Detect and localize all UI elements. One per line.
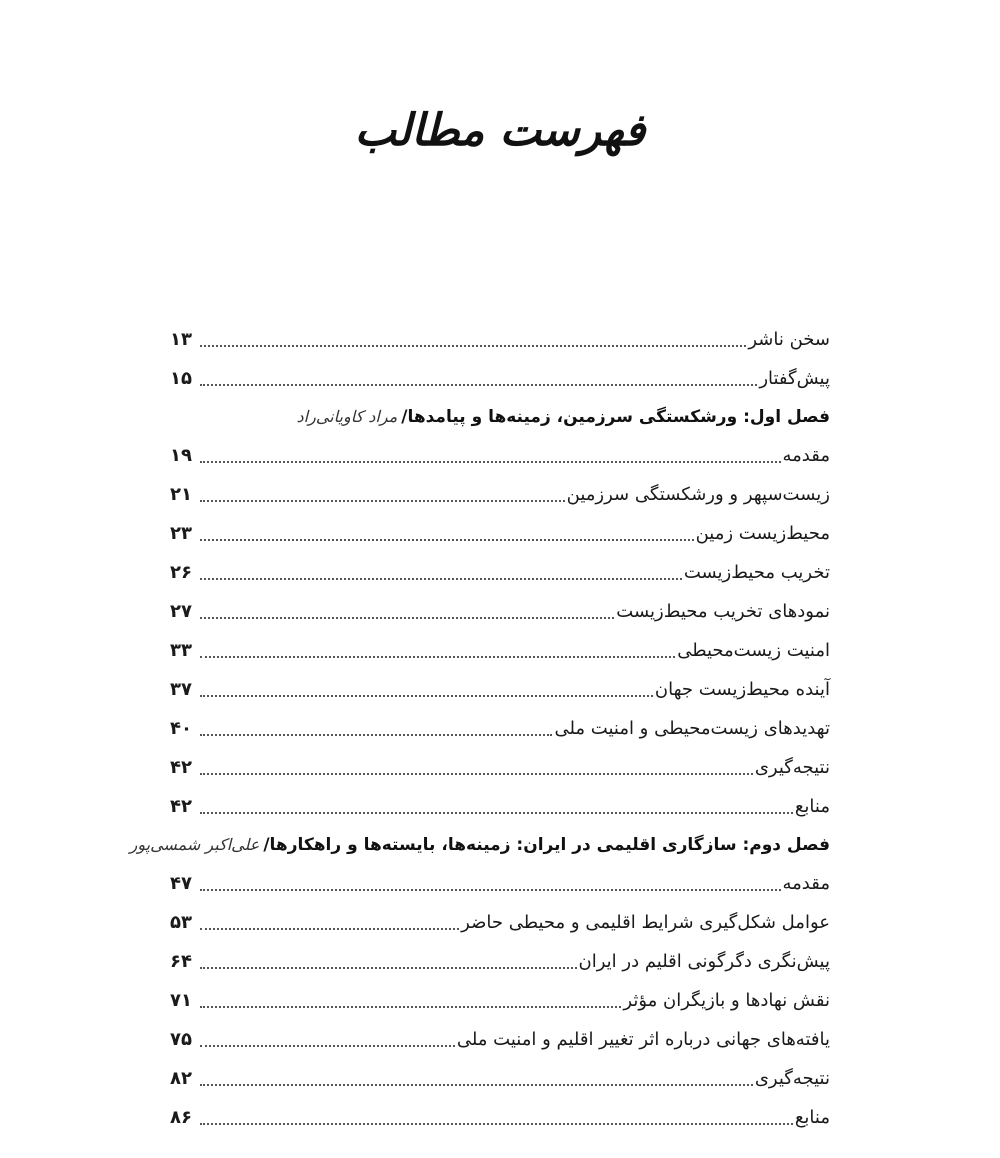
toc-entry [170,469,830,508]
toc-entry [170,430,830,469]
toc-entry-title: عوامل شکل‌گیری شرایط اقلیمی و محیطی حاضر [461,912,830,933]
toc-page-number: ۳۷ [170,679,192,700]
toc-page-number: ۴۲ [170,796,192,817]
toc-entry-title: نتیجه‌گیری [754,1068,830,1089]
toc-page-number: ۴۷ [170,873,192,894]
toc-entry-title: تهدیدهای زیست‌محیطی و امنیت ملی [554,718,830,739]
toc-page-number: ۴۰ [170,718,192,739]
toc-entry [170,314,830,353]
dot-leader [200,344,746,347]
toc-page-number: ۱۳ [170,329,192,350]
toc-page-number: ۷۱ [170,990,192,1011]
chapter-heading [129,820,830,858]
toc-entry-title: یافته‌های جهانی درباره اثر تغییر اقلیم و امنیت ملی [456,1029,830,1050]
toc-page-number: ۲۱ [170,484,192,505]
toc-page-number: ۸۲ [170,1068,192,1089]
dot-leader [200,538,694,541]
toc-entry [170,975,830,1014]
toc-entry-title: نمودهای تخریب محیط‌زیست [616,601,830,622]
chapter-author: علی‌اکبر شمسی‌پور [129,835,260,854]
dot-leader [200,499,565,502]
toc-page-number: ۵۳ [170,912,192,933]
dot-leader [200,927,459,930]
toc-entry-title: نتیجه‌گیری [754,757,830,778]
toc-entry-title: پیش‌نگری دگرگونی اقلیم در ایران [578,951,830,972]
toc-entry-title: سخن ناشر [748,329,830,350]
toc-entry [170,508,830,547]
dot-leader [200,616,614,619]
toc-entry-title: منابع [794,796,830,817]
toc-entry-title: منابع [794,1107,830,1128]
dot-leader [200,1044,455,1047]
toc-entry [170,664,830,703]
toc-entry [170,936,830,975]
toc-entry [170,625,830,664]
toc-entry-title: امنیت زیست‌محیطی [677,640,830,661]
toc-entry-title: نقش نهادها و بازیگران مؤثر [623,990,830,1011]
toc-entry [170,897,830,936]
chapter-title: فصل دوم: سازگاری اقلیمی در ایران: زمینه‌ها، بایسته‌ها و راهکارها/ [263,835,830,855]
toc-entry-title: پیش‌گفتار [759,368,830,389]
toc-page-number: ۸۶ [170,1107,192,1128]
dot-leader [200,811,793,814]
toc-page-number: ۷۵ [170,1029,192,1050]
dot-leader [200,460,781,463]
chapter-title: فصل اول: ورشکستگی سرزمین، زمینه‌ها و پیامدها/ [401,407,830,427]
toc-entry [170,353,830,392]
toc-entry [170,781,830,820]
dot-leader [200,733,552,736]
toc-page-number: ۲۶ [170,562,192,583]
toc-entry-title: تخریب محیط‌زیست [683,562,830,583]
dot-leader [200,694,653,697]
toc-entry [170,586,830,625]
dot-leader [200,772,753,775]
toc-page-number: ۶۴ [170,951,192,972]
toc-entry [170,703,830,742]
chapter-heading [170,392,830,430]
dot-leader [200,1122,793,1125]
toc-entry [170,1092,830,1131]
dot-leader [200,1005,621,1008]
dot-leader [200,655,675,658]
toc-page-number: ۲۳ [170,523,192,544]
dot-leader [200,888,781,891]
toc-entry-title: مقدمه [782,873,830,894]
toc-page-number: ۱۵ [170,368,192,389]
table-of-contents [129,314,830,1131]
toc-entry [170,547,830,586]
dot-leader [200,966,577,969]
dot-leader [200,577,682,580]
toc-entry-title: مقدمه [782,445,830,466]
page-title: فهرست مطالب [354,105,646,156]
dot-leader [200,383,757,386]
toc-entry-title: زیست‌سپهر و ورشکستگی سرزمین [566,484,830,505]
toc-entry [170,742,830,781]
toc-page-number: ۳۳ [170,640,192,661]
toc-page-number: ۱۹ [170,445,192,466]
toc-entry [170,1053,830,1092]
toc-entry [170,858,830,897]
toc-page-number: ۴۲ [170,757,192,778]
toc-page-number: ۲۷ [170,601,192,622]
dot-leader [200,1083,753,1086]
toc-entry [170,1014,830,1053]
toc-entry-title: آینده محیط‌زیست جهان [654,679,830,700]
toc-entry-title: محیط‌زیست زمین [695,523,830,544]
chapter-author: مراد کاویانی‌راد [296,407,398,426]
